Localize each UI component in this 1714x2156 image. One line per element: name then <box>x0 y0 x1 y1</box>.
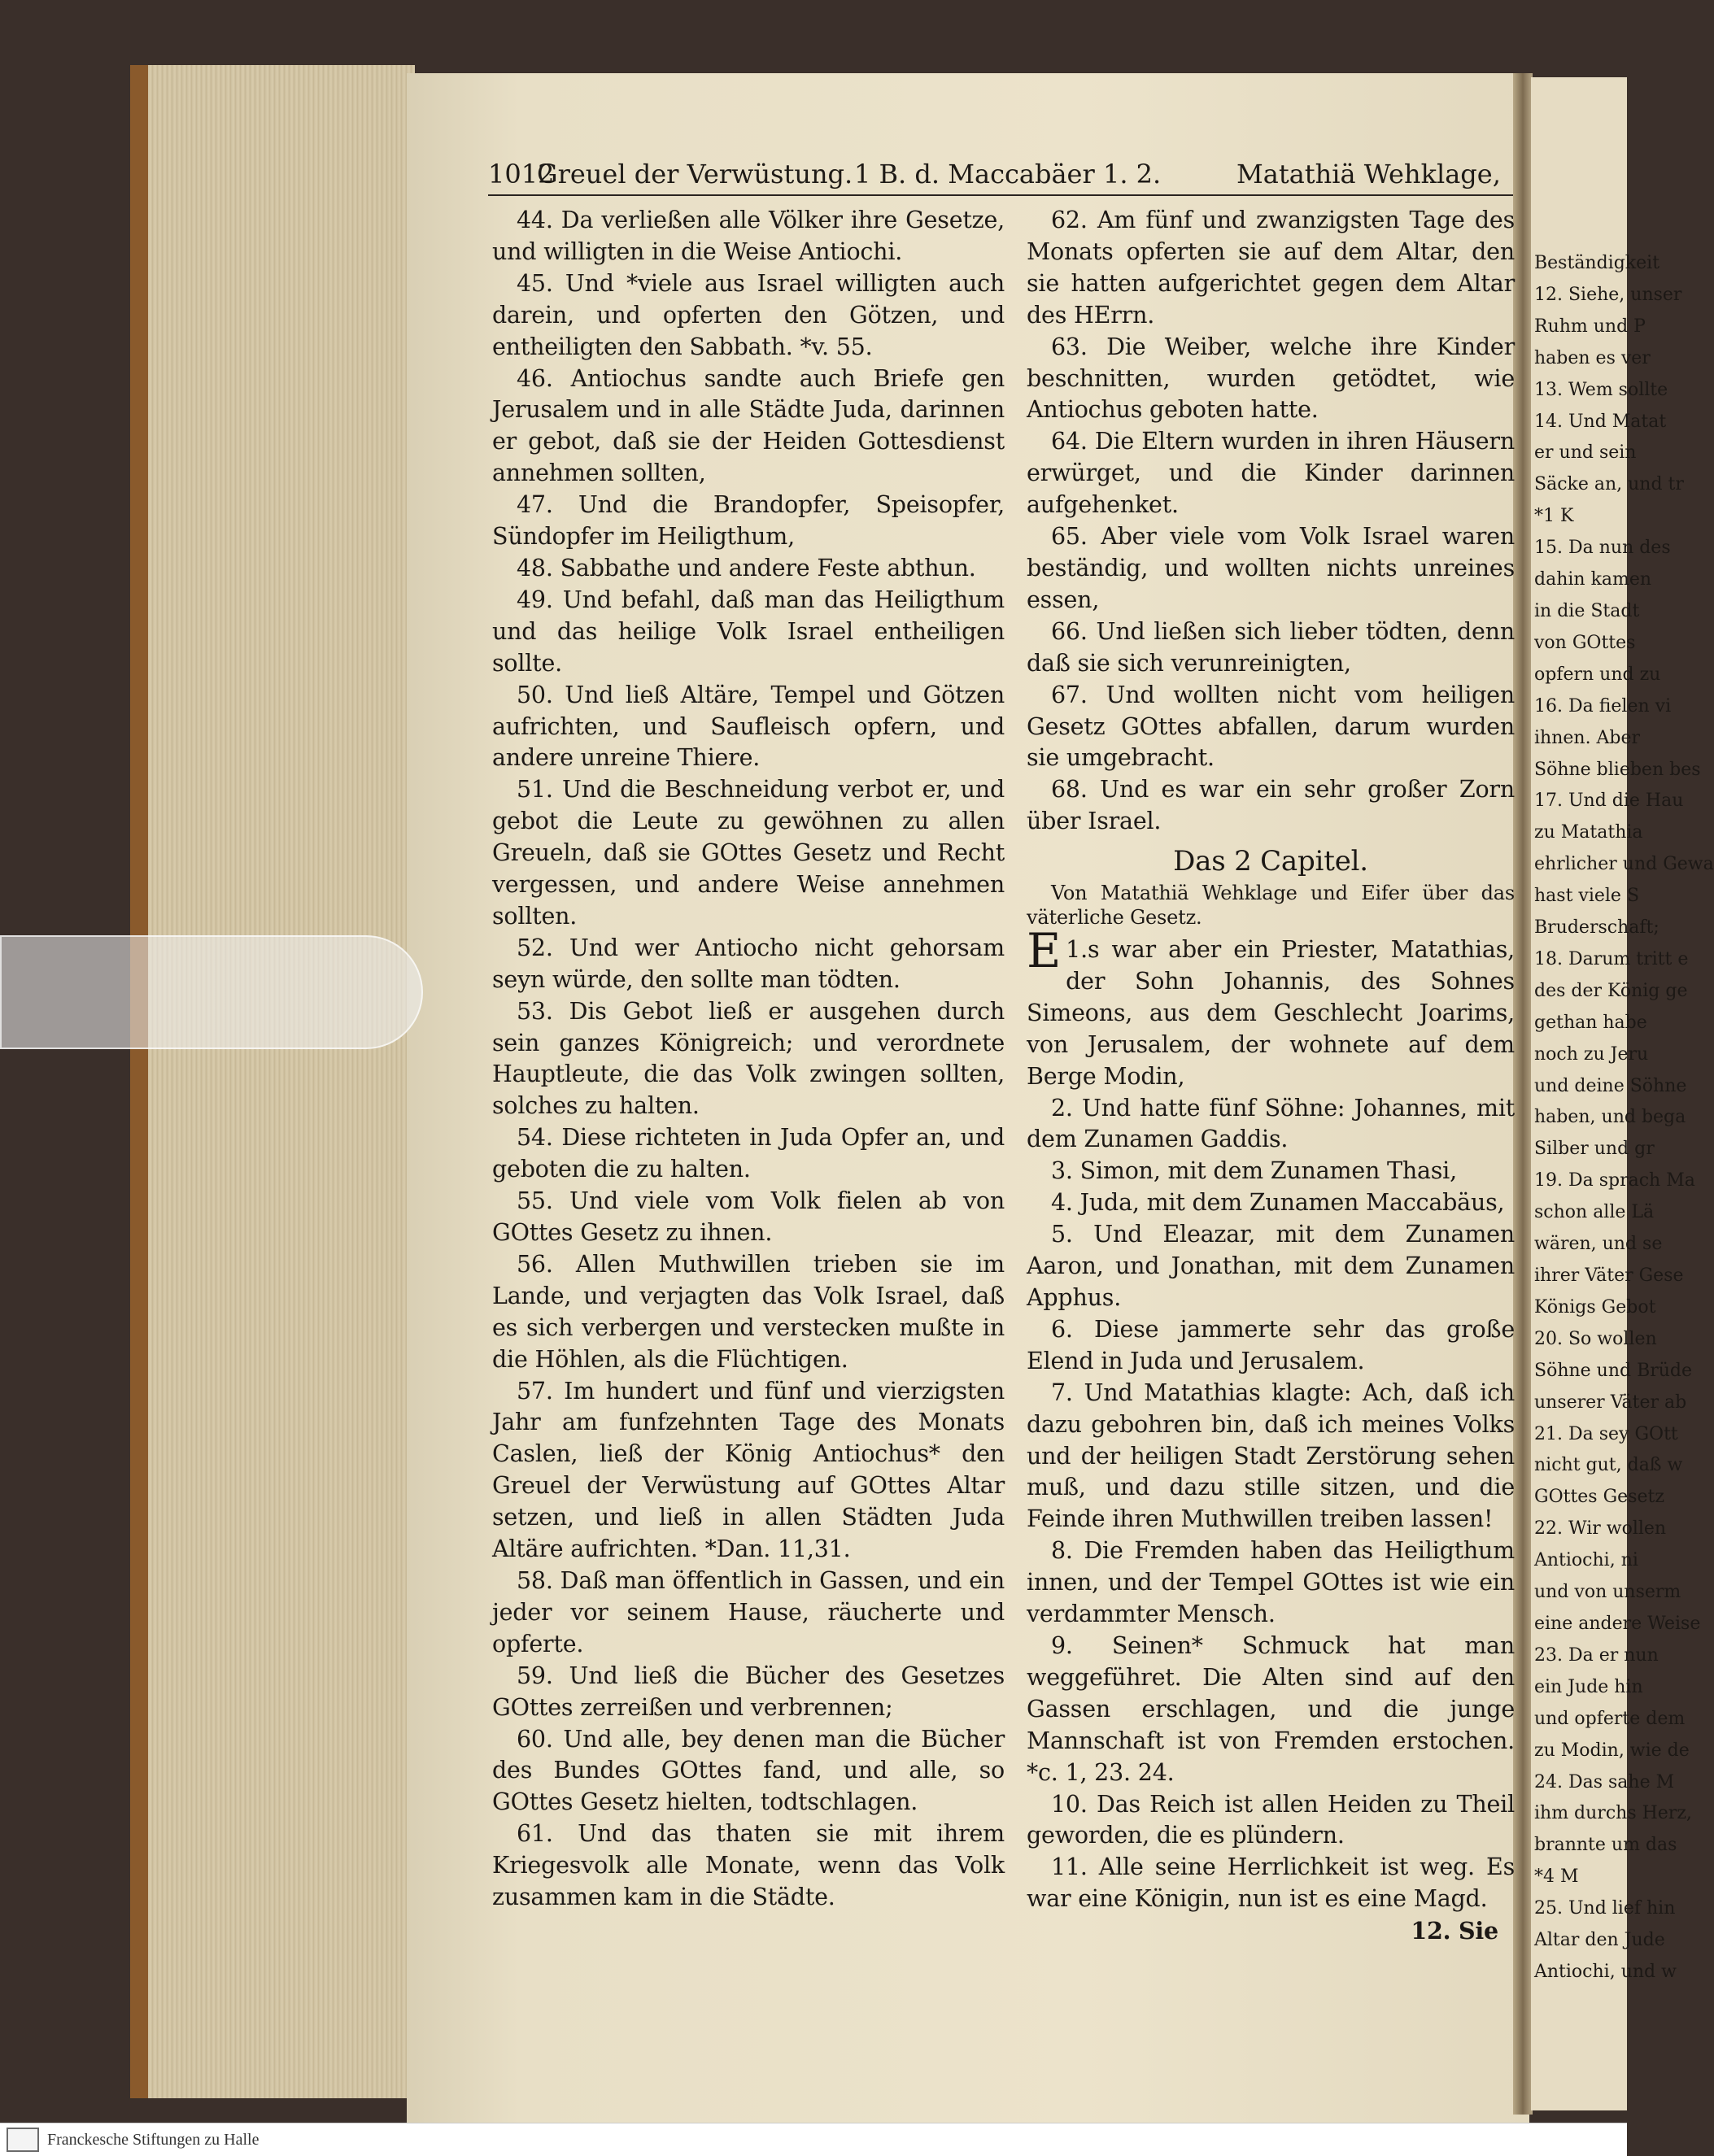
adjacent-page-line: zu Modin, wie de <box>1534 1740 1690 1761</box>
text-column-right <box>1027 205 1515 1947</box>
verse: 47. Und die Brandopfer, Speisopfer, Sündopfer im Heiligthum, <box>492 491 1005 551</box>
verse: 68. Und es war ein sehr großer Zorn über Israel. <box>1027 776 1515 835</box>
header-right-title: Matathiä Wehklage, <box>1236 159 1501 189</box>
verse: 46. Antiochus sandte auch Briefe gen Jerusalem und in alle Städte Juda, darinnen er gebot, daß sie der Heiden Gottesdienst annehmen sollten, <box>492 364 1005 487</box>
adjacent-page-line: haben es ver <box>1534 347 1651 368</box>
verse: 55. Und viele vom Volk fielen ab von GOttes Gesetz zu ihnen. <box>492 1187 1005 1246</box>
adjacent-page-line: 22. Wir wollen <box>1534 1518 1667 1540</box>
verse: 65. Aber viele vom Volk Israel waren beständig, und wollten nichts unreines essen, <box>1027 523 1515 613</box>
adjacent-page-line: dahin kamen <box>1534 569 1652 590</box>
adjacent-page-line: Söhne blieben bes <box>1534 759 1701 780</box>
verse: 67. Und wollten nicht vom heiligen Gesetz GOttes abfallen, darum wurden sie umgebracht. <box>1027 681 1515 772</box>
book-page-edges <box>130 65 415 2098</box>
adjacent-page-line: Antiochi, und w <box>1534 1961 1677 1982</box>
adjacent-page-line: und opferte dem <box>1534 1708 1686 1729</box>
adjacent-page-line: ein Jude hin <box>1534 1676 1643 1697</box>
verse: 11. Alle seine Herrlichkeit ist weg. Es war eine Königin, nun ist es eine Magd. <box>1027 1853 1515 1913</box>
institution-logo-icon <box>7 2128 39 2152</box>
adjacent-page-line: GOttes Gesetz <box>1534 1487 1664 1508</box>
book-gutter <box>1513 73 1533 2115</box>
adjacent-page-line: 18. Darum tritt e <box>1534 948 1689 969</box>
adjacent-page-line: noch zu Jeru <box>1534 1043 1649 1065</box>
adjacent-page-line: Silber und gr <box>1534 1139 1655 1160</box>
verse: 52. Und wer Antiocho nicht gehorsam seyn würde, den sollte man tödten. <box>492 934 1005 993</box>
adjacent-page-line: Säcke an, und tr <box>1534 474 1684 495</box>
verse: 53. Dis Gebot ließ er ausgehen durch sein ganzes Königreich; und verordnete Hauptleute, die das Volk zwingen sollten, solches zu halten. <box>492 997 1005 1120</box>
verse: 5. Und Eleazar, mit dem Zunamen Aaron, und Jonathan, mit dem Zunamen Apphus. <box>1027 1221 1515 1311</box>
adjacent-page-line: 17. Und die Hau <box>1534 791 1684 812</box>
adjacent-page-line: wären, und se <box>1534 1234 1663 1255</box>
adjacent-page-line: *1 K <box>1534 506 1574 527</box>
verse: 51. Und die Beschneidung verbot er, und gebot die Leute zu gewöhnen zu allen Greueln, daß sie GOttes Gesetz und Recht vergessen, und andere Weise annehmen sollten. <box>492 776 1005 930</box>
adjacent-page-line: 12. Siehe, unser <box>1534 284 1682 305</box>
verse-text: s war aber ein Priester, Matathias, der Sohn Johannis, des Sohnes Simeons, aus dem Geschlecht Joarims, von Jerusalem, der wohnete auf dem Berge Modin, <box>1027 936 1515 1090</box>
verse: 3. Simon, mit dem Zunamen Thasi, <box>1051 1157 1457 1185</box>
verse: 4. Juda, mit dem Zunamen Maccabäus, <box>1051 1189 1505 1217</box>
adjacent-page-line: in die Stadt <box>1534 600 1640 621</box>
verse: 10. Das Reich ist allen Heiden zu Theil geworden, die es plündern. <box>1027 1790 1515 1849</box>
adjacent-page-line: unserer Väter ab <box>1534 1392 1687 1413</box>
adjacent-page-line: und von unserm <box>1534 1582 1681 1603</box>
adjacent-page-line: Beständigkeit <box>1534 253 1660 273</box>
adjacent-page-line: Antiochi, ni <box>1534 1550 1638 1571</box>
adjacent-page-text <box>1531 248 1714 1988</box>
header-book-reference: 1 B. d. Maccabäer 1. 2. <box>854 159 1162 189</box>
adjacent-page-line: 16. Da fielen vi <box>1534 695 1672 716</box>
adjacent-page-line: 14. Und Matat <box>1534 411 1667 432</box>
adjacent-page-line: opfern und zu <box>1534 664 1661 685</box>
header-left-title: Greuel der Verwüstung. <box>537 159 853 189</box>
verse: 62. Am fünf und zwanzigsten Tage des Monats opferten sie auf dem Altar, den sie hatten aufgerichtet gegen dem Altar des HErrn. <box>1027 207 1515 329</box>
verse: 59. Und ließ die Bücher des Gesetzes GOttes zerreißen und verbrennen; <box>492 1662 1005 1721</box>
verse: 50. Und ließ Altäre, Tempel und Götzen aufrichten, und Saufleisch opfern, und andere unreine Thiere. <box>492 681 1005 772</box>
adjacent-page-line: 21. Da sey GOtt <box>1534 1423 1678 1444</box>
adjacent-page-line: 13. Wem sollte <box>1534 379 1668 400</box>
adjacent-page-line: Königs Gebot <box>1534 1296 1656 1318</box>
verse: 48. Sabbathe und andere Feste abthun. <box>517 554 976 581</box>
adjacent-page-line: nicht gut, daß w <box>1534 1455 1683 1476</box>
adjacent-page-line: 25. Und lief hin <box>1534 1898 1676 1919</box>
adjacent-page-line: schon alle Lä <box>1534 1202 1655 1223</box>
adjacent-page-line: Ruhm und P <box>1534 316 1646 337</box>
adjacent-page-line: Bruderschaft; <box>1534 917 1659 939</box>
adjacent-page-line: zu Matathia <box>1534 822 1643 843</box>
verse: 54. Diese richteten in Juda Opfer an, und geboten die zu halten. <box>492 1124 1005 1183</box>
adjacent-page-line: 24. Das sahe M <box>1534 1771 1675 1792</box>
adjacent-page-line: er und sein <box>1534 442 1637 464</box>
running-header <box>488 159 1513 196</box>
verse: 57. Im hundert und fünf und vierzigsten Jahr am funfzehnten Tage des Monats Caslen, ließ der König Antiochus* den Greuel der Verwüstung auf GOttes Altar setzen, und ließ in allen Städten Juda Altäre aufrichten. *Dan. 11,31. <box>492 1377 1005 1563</box>
verse: 7. Und Matathias klagte: Ach, daß ich dazu gebohren bin, daß ich meines Volks und der heiligen Stadt Zerstörung sehen muß, und dazu stille sitzen, und die Feinde ihren Muthwillen treiben lassen! <box>1027 1379 1515 1533</box>
verse: 44. Da verließen alle Völker ihre Gesetze, und willigten in die Weise Antiochi. <box>492 207 1005 265</box>
chapter-title: Das 2 Capitel. <box>1173 845 1368 878</box>
adjacent-page-line: des der König ge <box>1534 980 1688 1001</box>
verse: 64. Die Eltern wurden in ihren Häusern erwürget, und die Kinder darinnen aufgehenket. <box>1027 428 1515 519</box>
verse: 56. Allen Muthwillen trieben sie im Lande, und verjagten das Volk Israel, daß es sich verbergen und verstecken mußte in die Höhlen, als die Flüchtigen. <box>492 1250 1005 1373</box>
adjacent-page-line: ehrlicher und Gewa <box>1534 854 1714 875</box>
adjacent-page-line: Söhne und Brüde <box>1534 1360 1693 1381</box>
adjacent-page-line: haben, und bega <box>1534 1107 1686 1128</box>
adjacent-page-line: 20. So wollen <box>1534 1328 1657 1349</box>
footer-institution-name: Franckesche Stiftungen zu Halle <box>47 2131 259 2149</box>
page-clip <box>0 935 423 1049</box>
verse: 45. Und *viele aus Israel willigten auch darein, und opferten den Götzen, und entheiligten den Sabbath. *v. 55. <box>492 269 1005 360</box>
text-column-left <box>492 205 1005 1914</box>
adjacent-page <box>1531 77 1714 2110</box>
verse: 49. Und befahl, daß man das Heiligthum und das heilige Volk Israel entheiligen sollte. <box>492 586 1005 677</box>
adjacent-page-line: brannte um das <box>1534 1835 1677 1856</box>
adjacent-page-line: von GOttes <box>1534 632 1636 653</box>
verse: 58. Daß man öffentlich in Gassen, und ein jeder vor seinem Hause, räucherte und opferte. <box>492 1566 1005 1657</box>
verse: 2. Und hatte fünf Söhne: Johannes, mit dem Zunamen Gaddis. <box>1027 1094 1515 1153</box>
chapter-summary: Von Matathiä Wehklage und Eifer über das väterliche Gesetz. <box>1027 882 1515 930</box>
verse: 8. Die Fremden haben das Heiligthum innen, und der Tempel GOttes ist wie ein verdammter Mensch. <box>1027 1537 1515 1628</box>
adjacent-page-line: eine andere Weise <box>1534 1613 1701 1634</box>
verse: 6. Diese jammerte sehr das große Elend in Juda und Jerusalem. <box>1027 1315 1515 1374</box>
catchword: 12. Sie <box>1411 1917 1498 1945</box>
verse-number: 1. <box>1066 936 1088 964</box>
page-number: 1012 <box>488 159 555 189</box>
adjacent-page-line: 15. Da nun des <box>1534 538 1671 559</box>
adjacent-page-line: ihrer Väter Gese <box>1534 1265 1684 1286</box>
adjacent-page-line: *4 M <box>1534 1866 1579 1888</box>
verse: 60. Und alle, bey denen man die Bücher des Bundes GOttes fand, und alle, so GOttes Gesetz hielten, todtschlagen. <box>492 1725 1005 1816</box>
verse: 66. Und ließen sich lieber tödten, denn daß sie sich verunreinigten, <box>1027 617 1515 677</box>
verse: 9. Seinen* Schmuck hat man weggeführet. Die Alten sind auf den Gassen erschlagen, und die junge Mannschaft ist von Fremden erstochen. *c. 1, 23. 24. <box>1027 1631 1515 1786</box>
adjacent-page-line: gethan habe <box>1534 1012 1647 1033</box>
adjacent-page-line: ihm durchs Herz, <box>1534 1803 1692 1824</box>
adjacent-page-line: ihnen. Aber <box>1534 727 1641 748</box>
verse-chapter-start <box>1027 923 1515 1093</box>
adjacent-page-line: und deine Söhne <box>1534 1075 1687 1096</box>
verse: 61. Und das thaten sie mit ihrem Kriegesvolk alle Monate, wenn das Volk zusammen kam in die Städte. <box>492 1820 1005 1911</box>
verse: 63. Die Weiber, welche ihre Kinder beschnitten, wurden getödtet, wie Antiochus geboten hatte. <box>1027 333 1515 424</box>
adjacent-page-line: hast viele S <box>1534 886 1640 907</box>
adjacent-page-line: Altar den Jude <box>1534 1930 1665 1951</box>
adjacent-page-line: 23. Da er nun <box>1534 1644 1659 1666</box>
drop-capital: E <box>1027 923 1062 979</box>
adjacent-page-line: 19. Da sprach Ma <box>1534 1170 1695 1191</box>
